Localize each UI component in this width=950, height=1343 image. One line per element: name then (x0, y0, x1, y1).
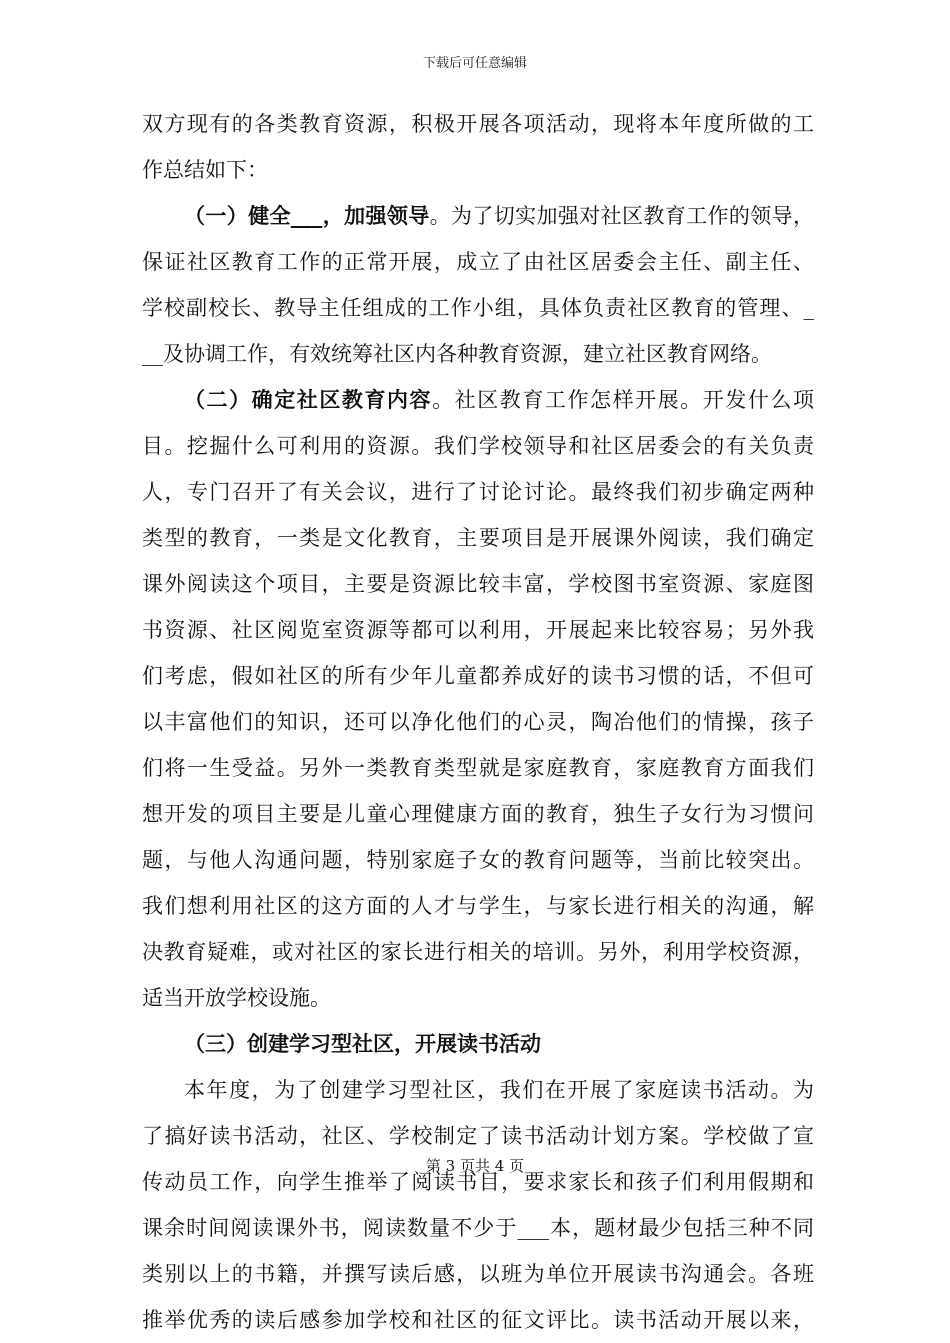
section-heading: （一）健全___，加强领导 (184, 203, 430, 228)
text-line: 传动员工作，向学生推举了阅读书目，要求家长和孩子们利用假期和 (142, 1170, 814, 1194)
text-line: 想开发的项目主要是儿童心理健康方面的教育，独生子女行为习惯问 (142, 802, 814, 826)
section-heading: （二）确定社区教育内容 (184, 387, 433, 412)
text-line: 了搞好读书活动，社区、学校制定了读书活动计划方案。学校做了宣 (142, 1124, 814, 1148)
text-line: 人，专门召开了有关会议，进行了讨论讨论。最终我们初步确定两种 (142, 480, 814, 504)
text-line: 双方现有的各类教育资源，积极开展各项活动，现将本年度所做的工 (142, 112, 814, 136)
section-heading-line: （一）健全___，加强领导。为了切实加强对社区教育工作的领导， (184, 203, 814, 228)
text-line: 题，与他人沟通问题，特别家庭子女的教育问题等，当前比较突出。 (142, 848, 814, 872)
text-line: 以丰富他们的知识，还可以净化他们的心灵，陶冶他们的情操，孩子 (142, 710, 814, 734)
text-line: 学校副校长、教导主任组成的工作小组，具体负责社区教育的管理、_ (142, 296, 814, 320)
text-line: 课外阅读这个项目，主要是资源比较丰富，学校图书室资源、家庭图 (142, 572, 814, 596)
section-heading-line: （二）确定社区教育内容。社区教育工作怎样开展。开发什么项 (184, 387, 814, 412)
text-line: 课余时间阅读课外书，阅读数量不少于___本，题材最少包括三种不同 (142, 1216, 814, 1240)
page-header: 下载后可任意编辑 (422, 56, 527, 71)
text-line: 适当开放学校设施。 (142, 986, 331, 1010)
section-heading: （三）创建学习型社区，开展读书活动 (184, 1031, 541, 1056)
text-line: 们将一生受益。另外一类教育类型就是家庭教育，家庭教育方面我们 (142, 756, 814, 780)
text-line: 类别以上的书籍，并撰写读后感，以班为单位开展读书沟通会。各班 (142, 1262, 814, 1286)
text-line: 们考虑，假如社区的所有少年儿童都养成好的读书习惯的话，不但可 (142, 664, 814, 688)
text-line: 推举优秀的读后感参加学校和社区的征文评比。读书活动开展以来， (142, 1308, 814, 1332)
text-line: 本年度，为了创建学习型社区，我们在开展了家庭读书活动。为 (184, 1078, 814, 1102)
text-line: 保证社区教育工作的正常开展，成立了由社区居委会主任、副主任、 (142, 250, 814, 274)
text-line: 作总结如下： (142, 158, 268, 182)
text-line: __及协调工作，有效统筹社区内各种教育资源，建立社区教育网络。 (142, 342, 772, 366)
section-heading-line (142, 1021, 814, 1067)
text-line: 我们想利用社区的这方面的人才与学生，与家长进行相关的沟通，解 (142, 894, 814, 918)
text-line: 决教育疑难，或对社区的家长进行相关的培训。另外，利用学校资源， (142, 940, 814, 964)
text-line: 书资源、社区阅览室资源等都可以利用，开展起来比较容易；另外我 (142, 618, 814, 642)
text-line: 目。挖掘什么可利用的资源。我们学校领导和社区居委会的有关负责 (142, 434, 814, 458)
page-number: 第 3 页共 4 页 (425, 1157, 525, 1175)
text-line: 类型的教育，一类是文化教育，主要项目是开展课外阅读，我们确定 (142, 526, 814, 550)
